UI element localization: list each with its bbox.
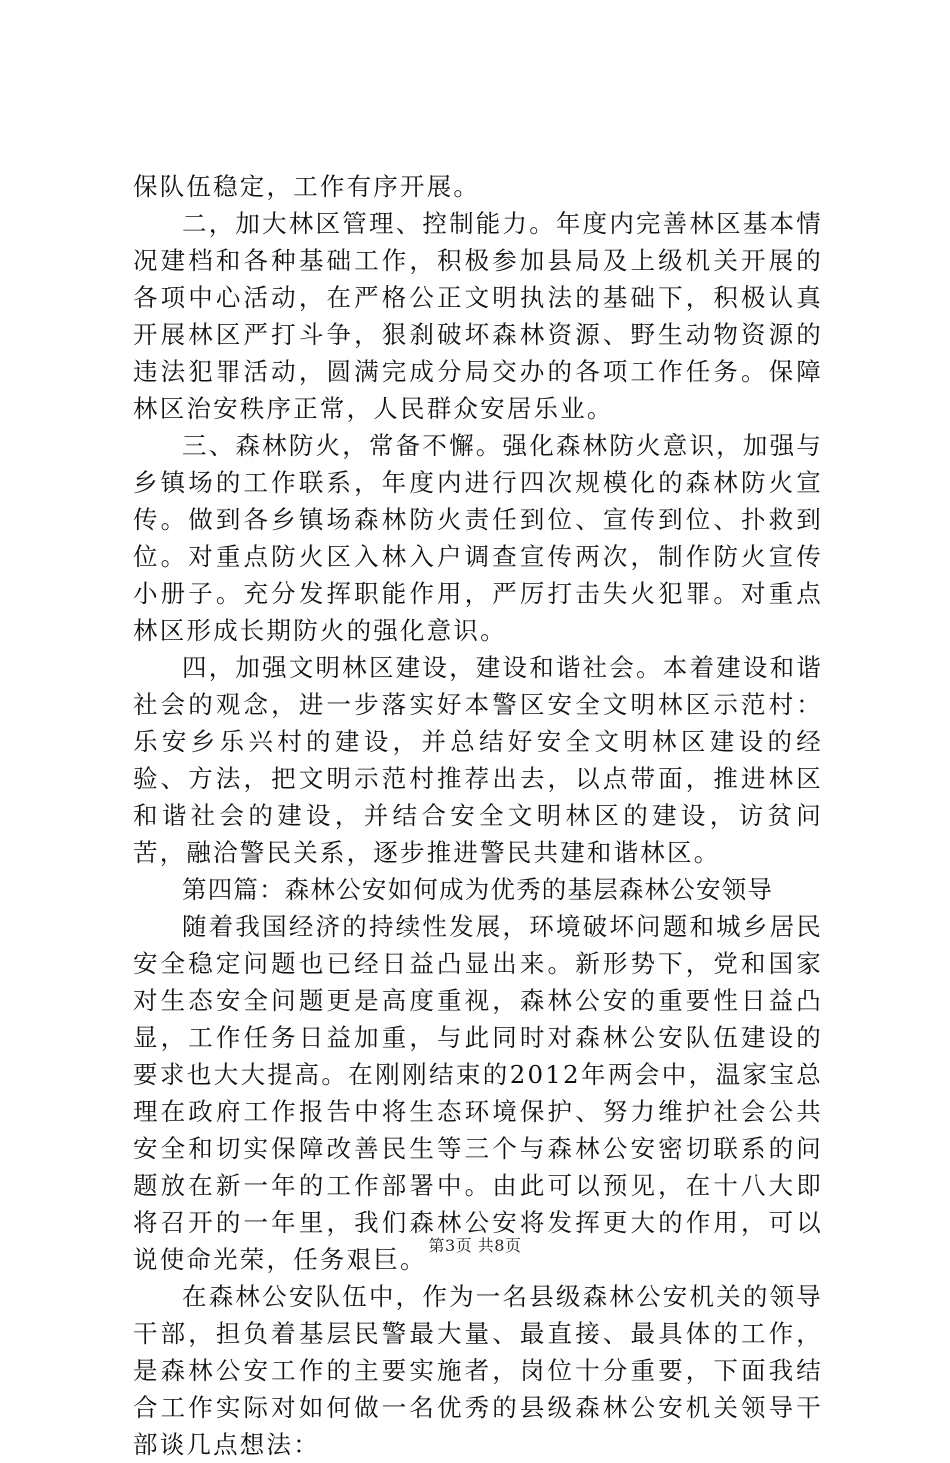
paragraph-continuation: 保队伍稳定，工作有序开展。 <box>133 172 481 201</box>
page-footer: 第3页 共8页 <box>428 1236 522 1255</box>
paragraph-forest-management: 二，加大林区管理、控制能力。年度内完善林区基本情况建档和各种基础工作，积极参加县局及上级机关开展的各项中心活动，在严格公正文明执法的基础下，积极认真开展林区严打斗争，狠刹破坏森林资源、野生动物资源的违法犯罪活动，圆满完成分局交办的各项工作任务。保障林区治安秩序正常，人民群众安居乐业。 <box>133 209 823 423</box>
paragraph-economic-development: 随着我国经济的持续性发展，环境破坏问题和城乡居民安全稳定问题也已经日益凸显出来。新形势下，党和国家对生态安全问题更是高度重视，森林公安的重要性日益凸显，工作任务日益加重，与此同时对森林公安队伍建设的要求也大大提高。在刚刚结束的2012年两会中，温家宝总理在政府工作报告中将生态环境保护、努力维护社会公共安全和切实保障改善民生等三个与森林公安密切联系的问题放在新一年的工作部署中。由此可以预见，在十八大即将召开的一年里，我们森林公安将发挥更大的作用，可以说使命光荣，任务艰巨。 <box>133 912 823 1274</box>
document-body <box>133 168 823 1463</box>
paragraph-leadership: 在森林公安队伍中，作为一名县级森林公安机关的领导干部，担负着基层民警最大量、最直接、最具体的工作，是森林公安工作的主要实施者，岗位十分重要，下面我结合工作实际对如何做一名优秀的县级森林公安机关领导干部谈几点想法： <box>133 1282 823 1459</box>
section-heading: 第四篇：森林公安如何成为优秀的基层森林公安领导 <box>182 875 774 904</box>
paragraph-fire-prevention: 三、森林防火，常备不懈。强化森林防火意识，加强与乡镇场的工作联系，年度内进行四次规模化的森林防火宣传。做到各乡镇场森林防火责任到位、宣传到位、扑救到位。对重点防火区入林入户调查宣传两次，制作防火宣传小册子。充分发挥职能作用，严厉打击失火犯罪。对重点林区形成长期防火的强化意识。 <box>133 431 823 645</box>
paragraph-civilized-forest: 四，加强文明林区建设，建设和谐社会。本着建设和谐社会的观念，进一步落实好本警区安全文明林区示范村：乐安乡乐兴村的建设，并总结好安全文明林区建设的经验、方法，把文明示范村推荐出去，以点带面，推进林区和谐社会的建设，并结合安全文明林区的建设，访贫问苦，融洽警民关系，逐步推进警民共建和谐林区。 <box>133 653 823 867</box>
